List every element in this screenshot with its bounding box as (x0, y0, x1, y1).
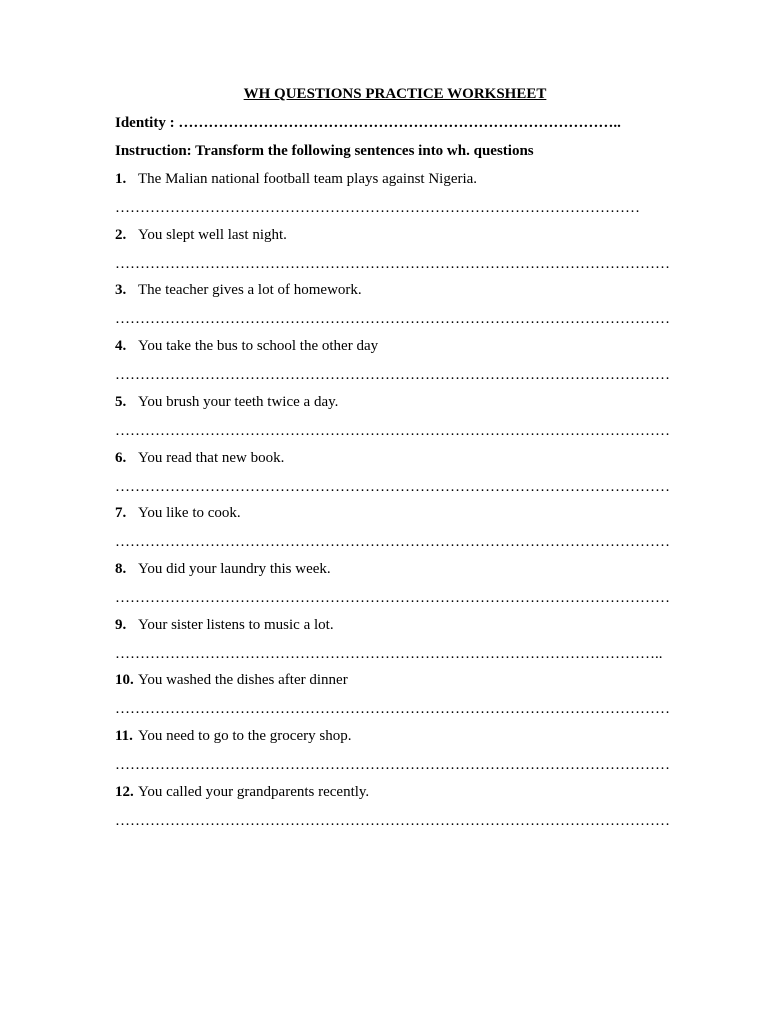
question-item (115, 170, 477, 188)
identity-label: Identity : (115, 115, 175, 131)
question-text: You need to go to the grocery shop. (138, 728, 352, 744)
question-text: You called your grandparents recently. (138, 784, 370, 800)
answer-line[interactable]: ………………………………………………………………………………………………… (115, 367, 670, 383)
answer-line[interactable]: ………………………………………………………………………………………………… (115, 590, 670, 606)
question-number: 2. (115, 227, 127, 243)
question-item (115, 281, 362, 299)
question-number: 3. (115, 282, 127, 298)
question-text: You like to cook. (138, 505, 241, 521)
answer-line[interactable]: ………………………………………………………………………………………………… (115, 534, 670, 550)
question-number: 4. (115, 338, 127, 354)
question-item (115, 504, 241, 522)
question-text: You read that new book. (138, 450, 285, 466)
question-number: 1. (115, 171, 127, 187)
question-item (115, 783, 369, 801)
question-number: 9. (115, 617, 127, 633)
instruction-text: Instruction: Transform the following sentences into wh. questions (115, 143, 534, 159)
question-item (115, 671, 348, 689)
question-number: 7. (115, 505, 127, 521)
question-text: The teacher gives a lot of homework. (138, 282, 362, 298)
answer-line[interactable]: ………………………………………………………………………………………………… (115, 256, 670, 272)
question-number: 8. (115, 561, 127, 577)
answer-line[interactable]: ………………………………………………………………………………………………… (115, 757, 670, 773)
question-number: 10. (115, 672, 134, 688)
question-item (115, 337, 378, 355)
question-number: 11. (115, 728, 133, 744)
question-item (115, 727, 351, 745)
question-item (115, 560, 331, 578)
answer-line[interactable]: ………………………………………………………………………………………………… (115, 479, 670, 495)
question-item (115, 449, 284, 467)
identity-field[interactable]: …………………………………………………………………………….. (178, 115, 621, 131)
identity-line (115, 114, 621, 132)
question-text: You slept well last night. (138, 227, 287, 243)
question-text: You brush your teeth twice a day. (138, 394, 339, 410)
question-text: You washed the dishes after dinner (138, 672, 348, 688)
answer-line[interactable]: ……………………………………………………………………………………………….. (115, 646, 663, 662)
answer-line[interactable]: …………………………………………………………………………………………… (115, 200, 640, 216)
question-text: You take the bus to school the other day (138, 338, 379, 354)
question-text: Your sister listens to music a lot. (138, 617, 334, 633)
answer-line[interactable]: ………………………………………………………………………………………………… (115, 311, 670, 327)
answer-line[interactable]: ………………………………………………………………………………………………… (115, 701, 670, 717)
answer-line[interactable]: ………………………………………………………………………………………………… (115, 813, 670, 829)
question-text: You did your laundry this week. (138, 561, 331, 577)
question-item (115, 226, 287, 244)
question-number: 6. (115, 450, 127, 466)
question-number: 5. (115, 394, 127, 410)
answer-line[interactable]: ………………………………………………………………………………………………… (115, 423, 670, 439)
worksheet-title: WH QUESTIONS PRACTICE WORKSHEET (243, 86, 547, 102)
question-text: The Malian national football team plays against Nigeria. (138, 171, 478, 187)
question-item (115, 616, 334, 634)
question-item (115, 393, 338, 411)
question-number: 12. (115, 784, 134, 800)
